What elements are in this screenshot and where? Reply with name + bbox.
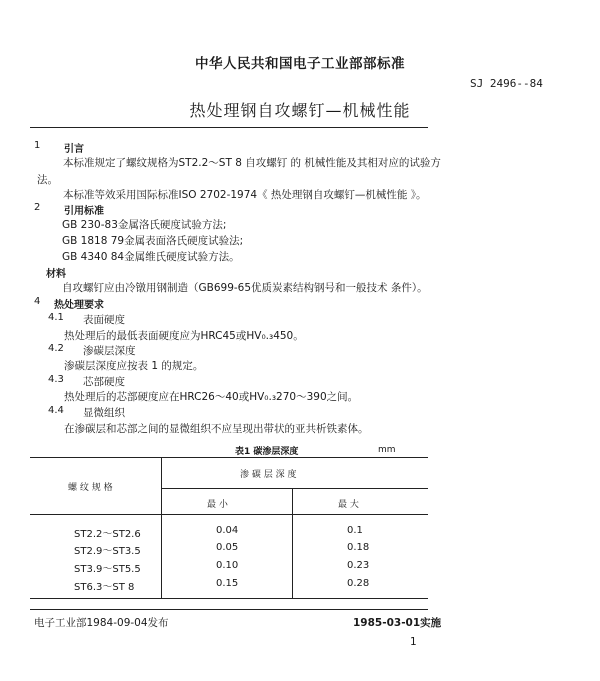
max-depth-cell: 0.28 — [347, 578, 370, 589]
section-4-4-number: 4.4 — [48, 405, 64, 416]
thread-spec-cell: ST6.3～ST 8 — [74, 582, 135, 593]
min-header: 最 小 — [207, 500, 228, 510]
page-number: 1 — [410, 636, 417, 648]
max-header: 最 大 — [338, 500, 359, 510]
table-header-rule — [30, 514, 428, 515]
section-4-4-paragraph: 在渗碳层和芯部之间的显微组织不应呈现出带状的亚共析铁素体。 — [64, 423, 369, 435]
table-caption: 表1 碳渗层深度 — [235, 447, 299, 457]
min-depth-cell: 0.05 — [216, 542, 239, 553]
min-depth-cell: 0.04 — [216, 525, 239, 536]
section-3-title: 材料 — [46, 269, 66, 280]
section-4-2-paragraph: 渗碳层深度应按表 1 的规定。 — [64, 360, 204, 372]
thread-spec-cell: ST2.2～ST2.6 — [74, 529, 141, 540]
section-1-paragraph-2: 本标准等效采用国际标准ISO 2702-1974《 热处理钢自攻螺钉—机械性能 》。 — [63, 189, 427, 201]
section-4-number: 4 — [34, 296, 41, 307]
standard-organization: 中华人民共和国电子工业部部标准 — [195, 56, 405, 72]
section-1-number: 1 — [34, 140, 41, 151]
section-2-number: 2 — [34, 202, 41, 213]
table-header-split — [161, 488, 428, 489]
section-4-4-title: 显微组织 — [83, 407, 125, 419]
section-4-2-title: 渗碳层深度 — [83, 345, 136, 357]
section-4-1-title: 表面硬度 — [83, 314, 125, 326]
effective-date: 1985-03-01实施 — [353, 617, 442, 629]
thread-spec-header: 螺 纹 规 格 — [68, 483, 113, 493]
reference-standard-3: GB 4340 84金属维氏硬度试验方法。 — [62, 251, 240, 263]
section-2-title: 引用标准 — [64, 206, 104, 217]
section-3-paragraph: 自攻螺钉应由冷镦用钢制造（GB699-65优质炭素结构钢号和一般技术 条件）。 — [62, 282, 428, 294]
reference-standard-1: GB 230-83金属洛氏硬度试验方法; — [62, 219, 227, 231]
section-1-paragraph-1-cont: 法。 — [37, 174, 58, 186]
footer-rule — [30, 609, 428, 610]
section-4-title: 热处理要求 — [54, 300, 104, 311]
table-top-rule — [30, 457, 428, 458]
max-depth-cell: 0.18 — [347, 542, 370, 553]
document-title: 热处理钢自攻螺钉—机械性能 — [189, 101, 411, 120]
reference-standard-2: GB 1818 79金属表面洛氏硬度试验法; — [62, 235, 244, 247]
section-1-title: 引言 — [64, 144, 84, 155]
table-unit: mm — [378, 445, 396, 455]
section-4-2-number: 4.2 — [48, 343, 64, 354]
section-4-3-title: 芯部硬度 — [83, 376, 125, 388]
min-depth-cell: 0.10 — [216, 560, 239, 571]
section-4-3-paragraph: 热处理后的芯部硬度应在HRC26～40或HV₀.₃270～390之间。 — [64, 391, 359, 403]
title-rule — [30, 127, 428, 128]
thread-spec-cell: ST3.9～ST5.5 — [74, 564, 141, 575]
standard-number: SJ 2496--84 — [470, 77, 543, 90]
thread-spec-cell: ST2.9～ST3.5 — [74, 546, 141, 557]
section-4-1-number: 4.1 — [48, 312, 64, 323]
section-4-3-number: 4.3 — [48, 374, 64, 385]
table-bottom-rule — [30, 598, 428, 599]
max-depth-cell: 0.23 — [347, 560, 370, 571]
table-col-divider-1 — [161, 457, 162, 598]
depth-group-header: 渗 碳 层 深 度 — [240, 470, 297, 480]
issue-date: 电子工业部1984-09-04发布 — [34, 617, 169, 629]
section-4-1-paragraph: 热处理后的最低表面硬度应为HRC45或HV₀.₃450。 — [64, 330, 304, 342]
table-col-divider-2 — [292, 488, 293, 598]
section-1-paragraph-1: 本标准规定了螺纹规格为ST2.2～ST 8 自攻螺钉 的 机械性能及其相对应的试验方 — [63, 157, 441, 169]
max-depth-cell: 0.1 — [347, 525, 363, 536]
min-depth-cell: 0.15 — [216, 578, 239, 589]
